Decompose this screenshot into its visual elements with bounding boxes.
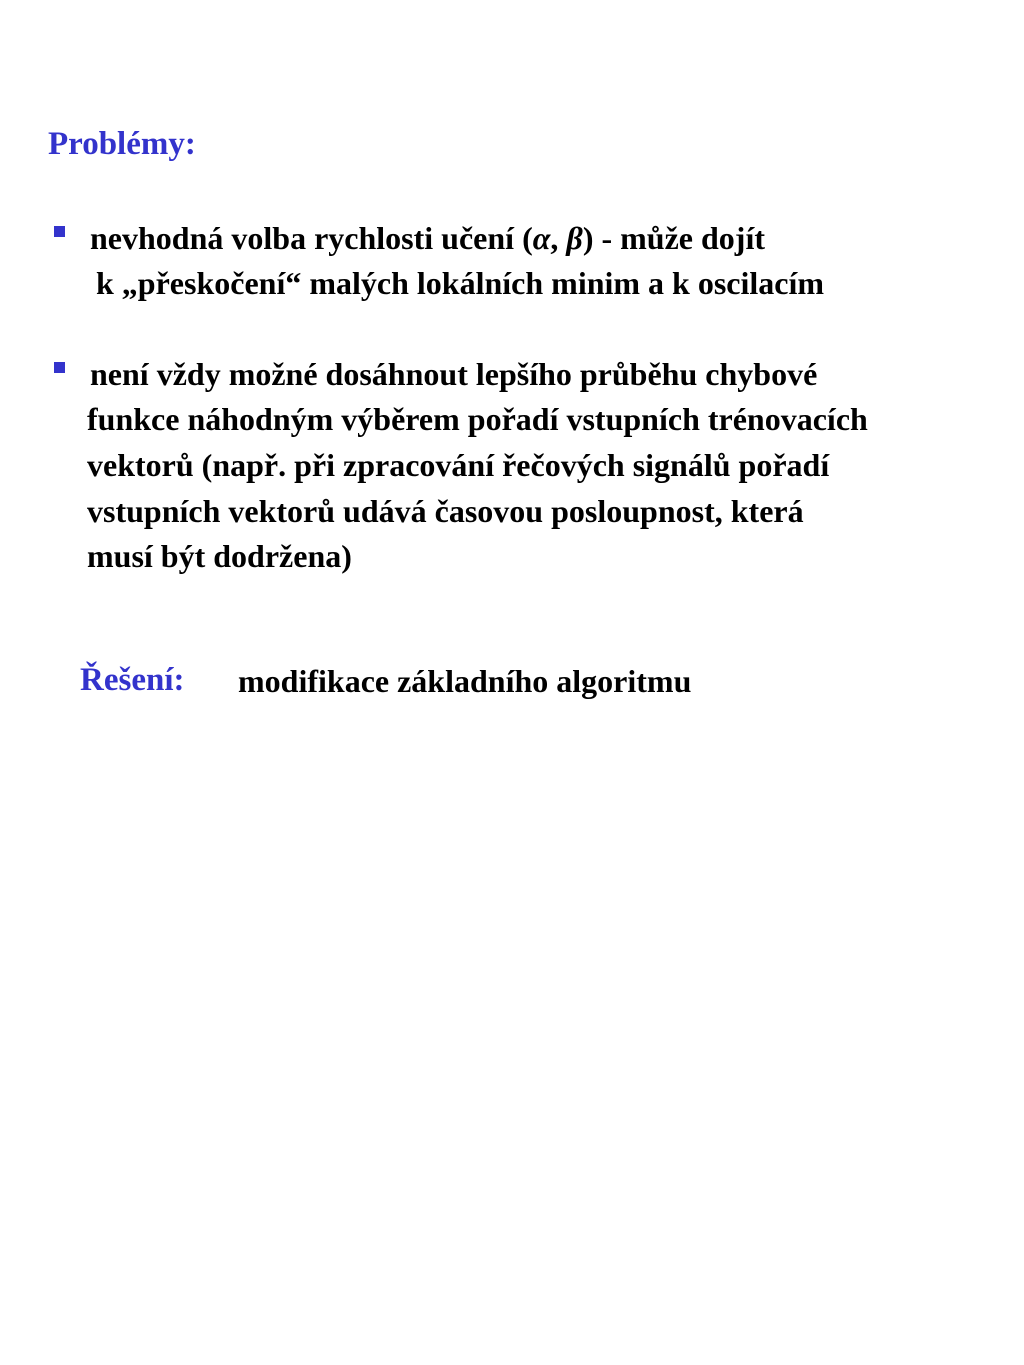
item-2-line-2: funkce náhodným výběrem pořadí vstupních trénovacích xyxy=(87,401,868,437)
alpha-symbol: α xyxy=(532,220,551,256)
solution-label: Řešení: xyxy=(80,662,185,698)
beta-symbol: β xyxy=(566,220,583,256)
symbol-separator: , xyxy=(550,220,567,256)
item-1-text-after: ) - může dojít xyxy=(582,220,765,256)
item-2-line-3: vektorů (např. při zpracování řečových signálů pořadí xyxy=(87,447,830,483)
item-2-line-5: musí být dodržena) xyxy=(87,538,352,574)
square-bullet-icon xyxy=(54,226,65,237)
item-1-text-before: nevhodná volba rychlosti učení ( xyxy=(90,220,533,256)
item-2-line-4: vstupních vektorů udává časovou posloupnost, která xyxy=(87,493,804,529)
problems-heading: Problémy: xyxy=(48,126,196,162)
item-2-line-1: není vždy možné dosáhnout lepšího průběhu chybové xyxy=(90,356,818,392)
square-bullet-icon xyxy=(54,362,65,373)
solution-text: modifikace základního algoritmu xyxy=(238,663,692,699)
item-1-line-2: k „přeskočení“ malých lokálních minim a k oscilacím xyxy=(96,265,825,301)
item-1-line-1 xyxy=(90,218,765,258)
